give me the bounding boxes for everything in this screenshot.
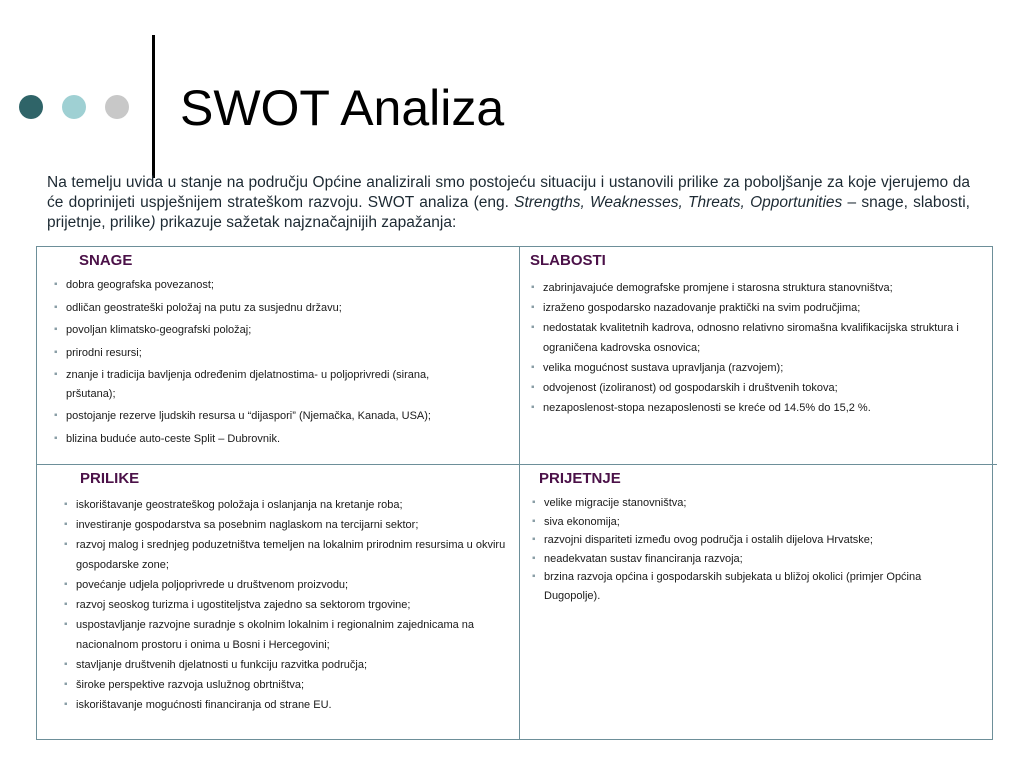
- slabosti-item: ▪ zabrinjavajuće demografske promjene i starosna struktura stanovništva;: [531, 278, 971, 298]
- prilike-item: ▪ iskorištavanje geostrateškog položaja i oslanjanja na kretanje roba;: [64, 495, 534, 515]
- snage-item: ▪ postojanje rezerve ljudskih resursa u “dijaspori” (Njemačka, Kanada, USA);: [54, 407, 474, 426]
- prilike-item: ▪ iskorištavanje mogućnosti financiranja od strane EU.: [64, 695, 534, 715]
- prijetnje-item: ▪ velike migracije stanovništva;: [532, 494, 972, 513]
- prijetnje-item: ▪ siva ekonomija;: [532, 513, 972, 532]
- snage-heading: SNAGE: [79, 252, 133, 269]
- snage-item: ▪ znanje i tradicija bavljenja određenim djelatnostima- u poljoprivredi (sirana, pršutana);: [54, 366, 474, 403]
- slide-title: SWOT Analiza: [180, 80, 505, 136]
- slabosti-list: [531, 278, 971, 418]
- snage-item: ▪ blizina buduće auto-ceste Split – Dubrovnik.: [54, 430, 474, 449]
- snage-list: [54, 276, 474, 452]
- slabosti-item: ▪ nedostatak kvalitetnih kadrova, odnosno relativno siromašna kvalifikacijska struktura i ograničena kadrovska osnovica;: [531, 318, 971, 358]
- intro-text-2: – snage, slabosti, prijetnje, prilike: [47, 194, 970, 231]
- prilike-item: ▪ razvoj malog i srednjeg poduzetništva temeljen na lokalnim prirodnim resursima u okviru gospodarske zone;: [64, 535, 534, 575]
- title-divider: [152, 35, 155, 178]
- intro-paragraph: [47, 173, 970, 233]
- prilike-item: ▪ povećanje udjela poljoprivrede u društvenom proizvodu;: [64, 575, 534, 595]
- slabosti-item: ▪ odvojenost (izoliranost) od gospodarskih i društvenih tokova;: [531, 378, 971, 398]
- intro-text-3: prikazuje sažetak najznačajnijih zapažanja:: [155, 214, 457, 231]
- snage-item: ▪ prirodni resursi;: [54, 344, 474, 363]
- decorative-dot-gray: [105, 95, 129, 119]
- slabosti-item: ▪ izraženo gospodarsko nazadovanje praktički na svim područjima;: [531, 298, 971, 318]
- slabosti-item: ▪ velika mogućnost sustava upravljanja (razvojem);: [531, 358, 971, 378]
- prilike-item: ▪ razvoj seoskog turizma i ugostiteljstva zajedno sa sektorom trgovine;: [64, 595, 534, 615]
- prijetnje-heading: PRIJETNJE: [539, 470, 621, 487]
- prijetnje-list: [532, 494, 972, 605]
- prilike-item: ▪ uspostavljanje razvojne suradnje s okolnim lokalnim i regionalnim zajednicama na nacionalnom prostoru i onima u Bosni i Hercegovini;: [64, 615, 534, 655]
- prijetnje-item: ▪ neadekvatan sustav financiranja razvoja;: [532, 550, 972, 569]
- prijetnje-item: ▪ razvojni dispariteti između ovog područja i ostalih dijelova Hrvatske;: [532, 531, 972, 550]
- decorative-dot-light: [62, 95, 86, 119]
- intro-text-1: Na temelju uvida u stanje na području Općine analizirali smo postojeću situaciju i ustanovili prilike za poboljšanje za koje vjerujemo da će doprinijeti uspješnijem strateškom razvoju. SWOT analiza (eng.: [47, 174, 970, 211]
- prilike-item: ▪ investiranje gospodarstva sa posebnim naglaskom na tercijarni sektor;: [64, 515, 534, 535]
- swot-horizontal-divider: [36, 464, 997, 465]
- prilike-item: ▪ stavljanje društvenih djelatnosti u funkciju razvitka područja;: [64, 655, 534, 675]
- prilike-item: ▪ široke perspektive razvoja uslužnog obrtništva;: [64, 675, 534, 695]
- intro-paren: ): [150, 214, 156, 231]
- prilike-list: [64, 495, 534, 715]
- prijetnje-item: ▪ brzina razvoja općina i gospodarskih subjekata u bližoj okolici (primjer Općina Dugopolje).: [532, 568, 972, 605]
- snage-item: ▪ povoljan klimatsko-geografski položaj;: [54, 321, 474, 340]
- slabosti-heading: SLABOSTI: [530, 252, 606, 269]
- decorative-dot-dark: [19, 95, 43, 119]
- snage-item: ▪ dobra geografska povezanost;: [54, 276, 474, 295]
- intro-english-terms: Strengths, Weaknesses, Threats, Opportunities: [514, 194, 843, 211]
- prilike-heading: PRILIKE: [80, 470, 140, 487]
- slabosti-item: ▪ nezaposlenost-stopa nezaposlenosti se kreće od 14.5% do 15,2 %.: [531, 398, 971, 418]
- snage-item: ▪ odličan geostrateški položaj na putu za susjednu državu;: [54, 299, 474, 318]
